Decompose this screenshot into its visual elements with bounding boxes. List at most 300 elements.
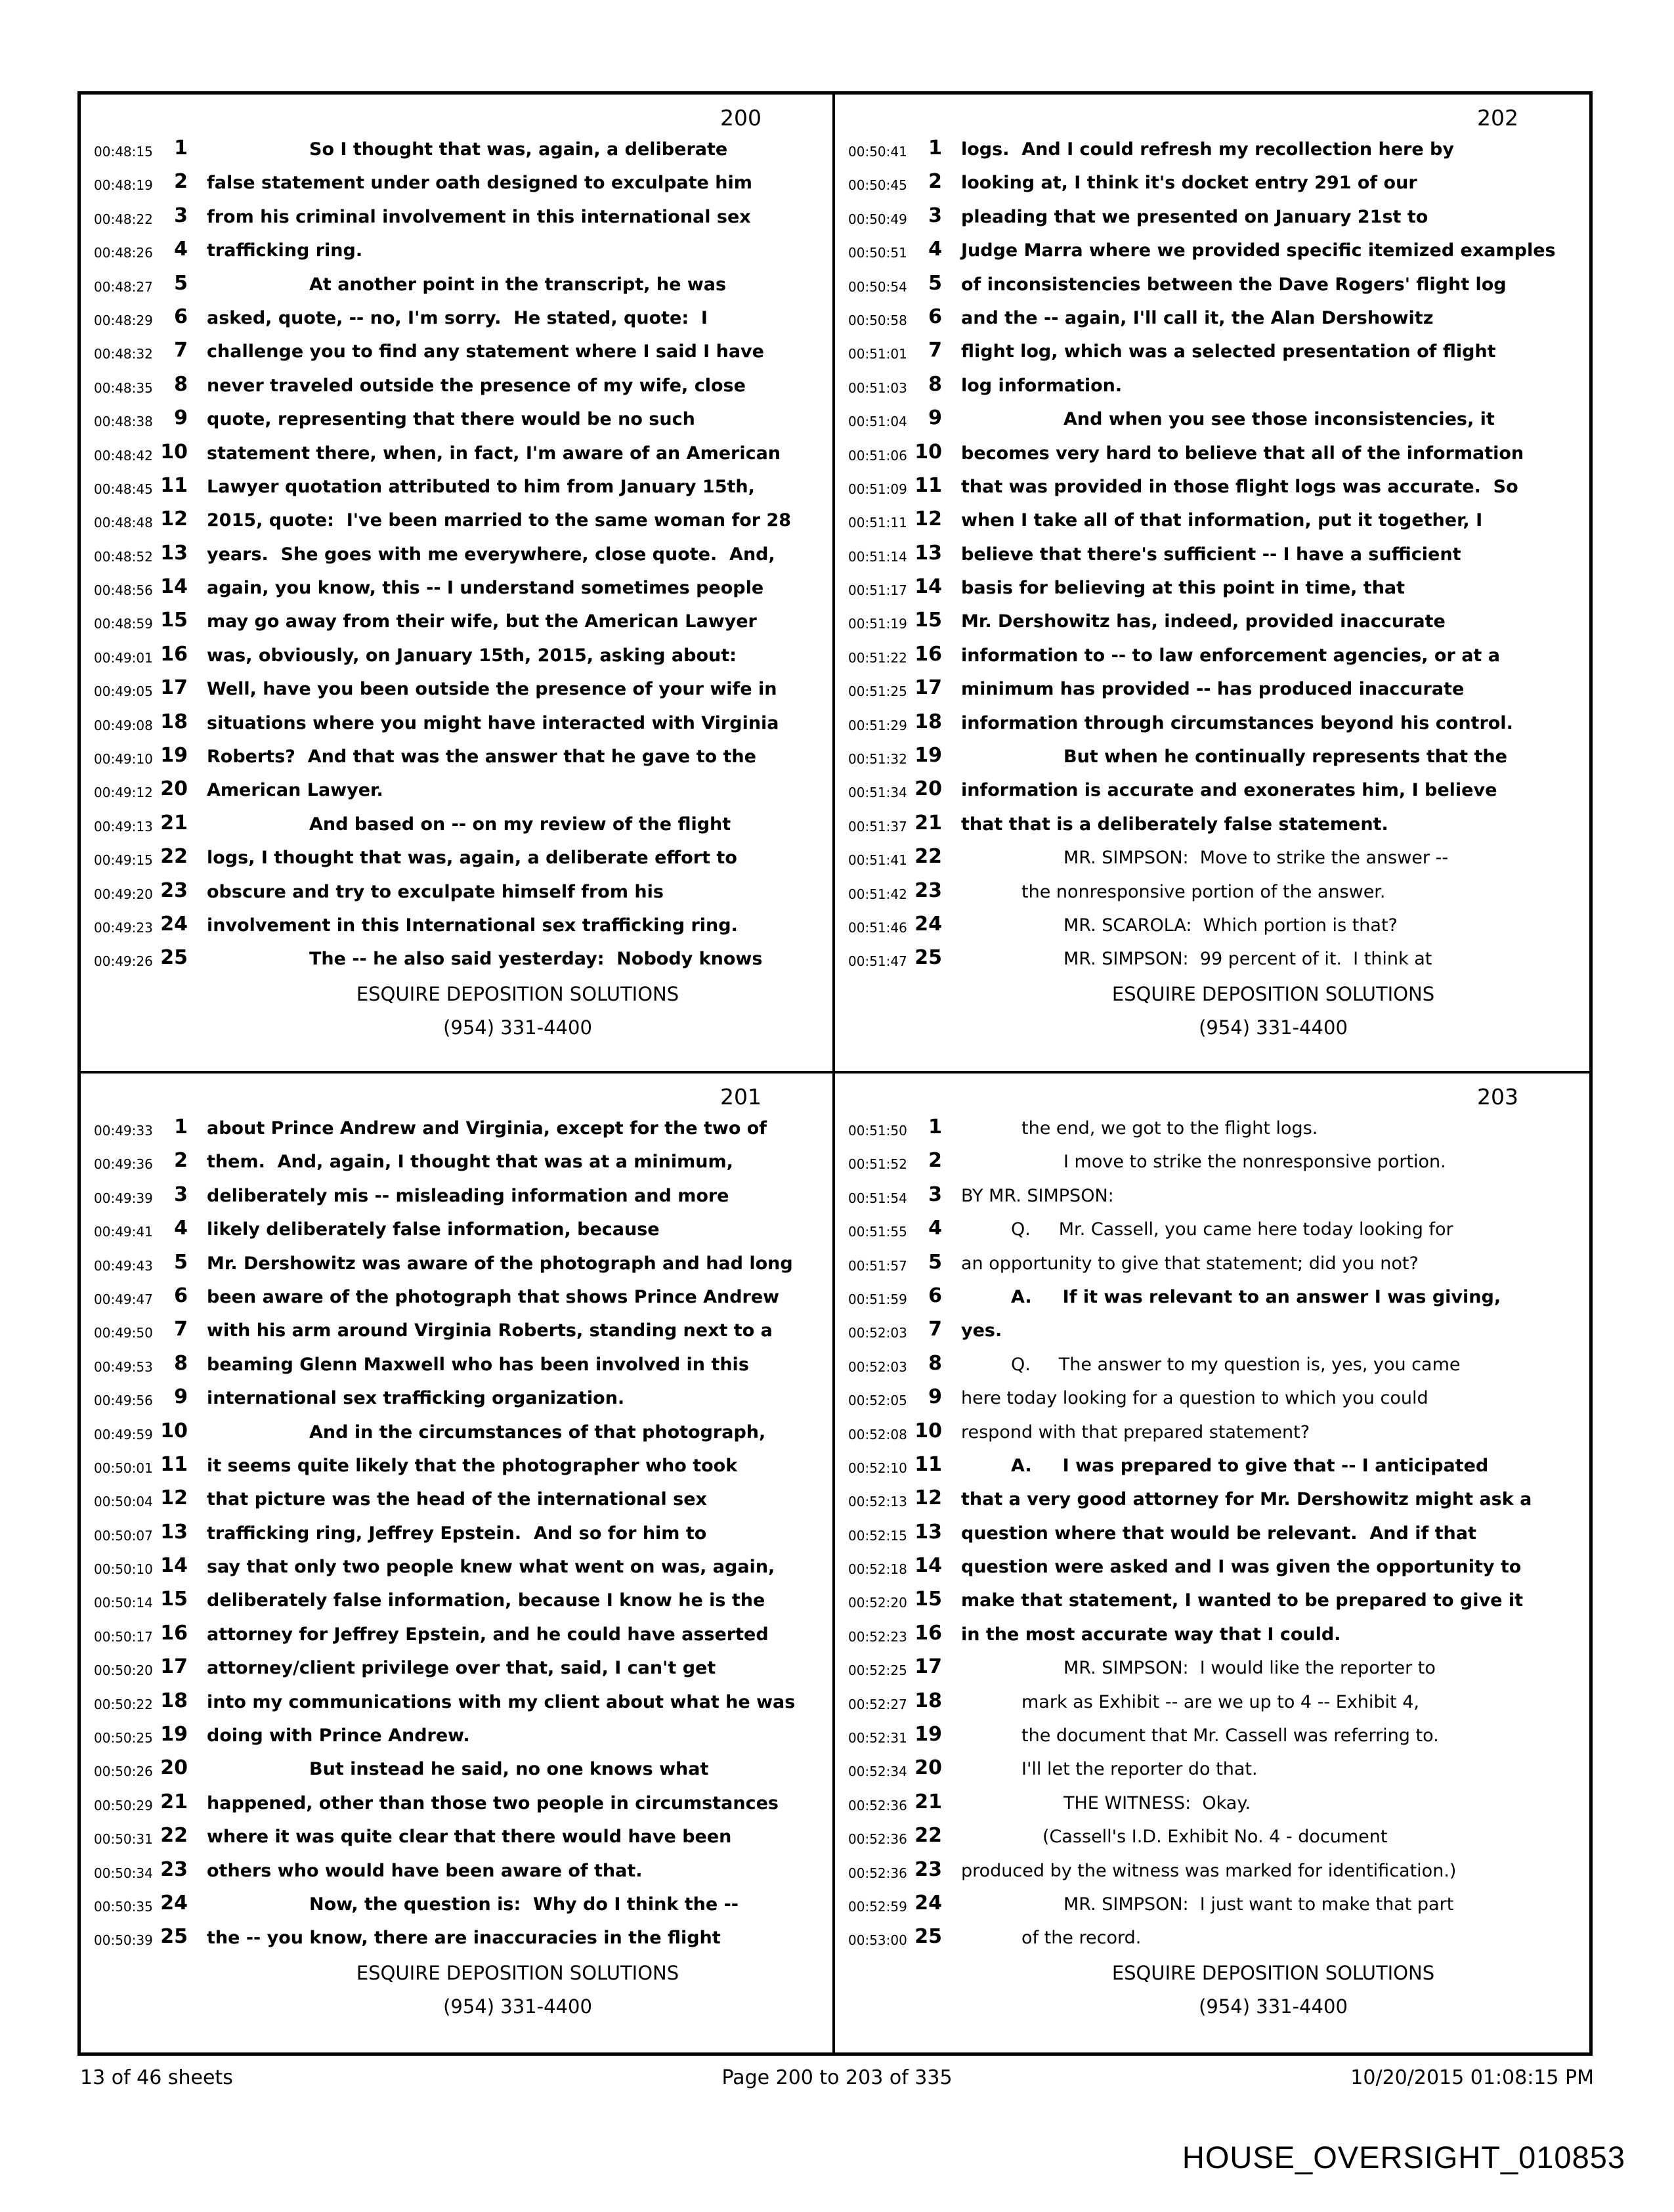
transcript-line bbox=[81, 841, 832, 875]
line-timestamp: 00:50:10 bbox=[94, 1561, 153, 1578]
transcript-line bbox=[81, 1752, 832, 1786]
line-number: 24 bbox=[914, 1891, 942, 1915]
line-timestamp: 00:49:39 bbox=[94, 1190, 153, 1206]
line-number: 20 bbox=[160, 1756, 188, 1780]
line-timestamp: 00:50:35 bbox=[94, 1898, 153, 1915]
line-number: 9 bbox=[928, 1385, 942, 1409]
line-timestamp: 00:49:47 bbox=[94, 1291, 153, 1307]
line-text: 2015, quote: I've been married to the same woman for 28 bbox=[207, 510, 792, 531]
transcript-line bbox=[835, 1651, 1589, 1685]
line-timestamp: 00:48:56 bbox=[94, 582, 153, 599]
line-number: 18 bbox=[160, 710, 188, 733]
line-text: that a very good attorney for Mr. Dershowitz might ask a bbox=[961, 1489, 1532, 1510]
line-timestamp: 00:50:26 bbox=[94, 1764, 153, 1780]
line-text: respond with that prepared statement? bbox=[961, 1421, 1310, 1442]
transcript-line bbox=[835, 538, 1589, 571]
line-number: 24 bbox=[914, 912, 942, 936]
transcript-line bbox=[81, 234, 832, 267]
line-text: an opportunity to give that statement; did you not? bbox=[961, 1253, 1419, 1274]
line-text: of the record. bbox=[1021, 1928, 1142, 1949]
line-timestamp: 00:51:50 bbox=[848, 1123, 907, 1139]
line-number: 7 bbox=[928, 1318, 942, 1341]
line-number: 3 bbox=[928, 1182, 942, 1206]
transcript-line bbox=[81, 909, 832, 942]
transcript-line bbox=[81, 268, 832, 301]
line-text: in the most accurate way that I could. bbox=[961, 1624, 1341, 1645]
line-number: 24 bbox=[160, 1891, 188, 1915]
line-timestamp: 00:51:29 bbox=[848, 717, 907, 733]
transcript-quadrant-page-201 bbox=[81, 1073, 835, 2052]
transcript-line bbox=[81, 402, 832, 436]
line-timestamp: 00:51:09 bbox=[848, 481, 907, 497]
line-text: trafficking ring, Jeffrey Epstein. And so for him to bbox=[207, 1523, 707, 1544]
line-number: 22 bbox=[160, 1824, 188, 1848]
transcript-line bbox=[835, 1213, 1589, 1246]
line-number: 22 bbox=[914, 845, 942, 869]
line-number: 5 bbox=[928, 1250, 942, 1274]
line-number: 1 bbox=[174, 137, 188, 160]
transcript-lines bbox=[81, 133, 832, 976]
transcript-line bbox=[81, 1854, 832, 1888]
transcript-line bbox=[81, 773, 832, 807]
page-number: 200 bbox=[720, 105, 762, 131]
transcript-line bbox=[81, 133, 832, 166]
reporter-phone: (954) 331-4400 bbox=[1199, 1995, 1348, 2018]
transcript-four-up-grid bbox=[77, 91, 1593, 2056]
line-number: 17 bbox=[914, 676, 942, 700]
line-number: 13 bbox=[914, 1520, 942, 1544]
line-number: 5 bbox=[928, 271, 942, 295]
line-text: looking at, I think it's docket entry 291 of our bbox=[961, 173, 1417, 194]
line-number: 18 bbox=[914, 1689, 942, 1712]
line-timestamp: 00:51:42 bbox=[848, 886, 907, 902]
transcript-line bbox=[835, 605, 1589, 638]
line-number: 19 bbox=[160, 1723, 188, 1746]
transcript-line bbox=[81, 166, 832, 200]
line-number: 20 bbox=[914, 777, 942, 801]
transcript-line bbox=[81, 369, 832, 402]
line-timestamp: 00:49:20 bbox=[94, 886, 153, 902]
line-number: 25 bbox=[914, 1925, 942, 1949]
line-number: 4 bbox=[174, 238, 188, 261]
line-timestamp: 00:50:14 bbox=[94, 1595, 153, 1611]
reporter-footer bbox=[835, 983, 1589, 1039]
line-text: American Lawyer. bbox=[207, 780, 383, 801]
line-number: 6 bbox=[928, 305, 942, 328]
line-text: the nonresponsive portion of the answer. bbox=[1021, 881, 1386, 902]
line-number: 15 bbox=[914, 609, 942, 632]
transcript-line bbox=[81, 639, 832, 672]
line-number: 9 bbox=[928, 406, 942, 430]
line-text: question where that would be relevant. And if that bbox=[961, 1523, 1476, 1544]
line-timestamp: 00:52:23 bbox=[848, 1628, 907, 1645]
line-timestamp: 00:49:43 bbox=[94, 1257, 153, 1274]
line-number: 3 bbox=[174, 1182, 188, 1206]
line-timestamp: 00:48:29 bbox=[94, 312, 153, 328]
line-text: question were asked and I was given the opportunity to bbox=[961, 1557, 1522, 1578]
line-number: 8 bbox=[174, 372, 188, 396]
line-number: 15 bbox=[160, 609, 188, 632]
line-number: 18 bbox=[914, 710, 942, 733]
line-timestamp: 00:48:27 bbox=[94, 278, 153, 295]
line-timestamp: 00:48:45 bbox=[94, 481, 153, 497]
line-text: Well, have you been outside the presence of your wife in bbox=[207, 679, 777, 700]
line-timestamp: 00:51:57 bbox=[848, 1257, 907, 1274]
line-timestamp: 00:51:55 bbox=[848, 1224, 907, 1240]
transcript-line bbox=[835, 133, 1589, 166]
line-number: 16 bbox=[914, 1621, 942, 1645]
line-text: and the -- again, I'll call it, the Alan Dershowitz bbox=[961, 307, 1434, 328]
transcript-line bbox=[81, 1719, 832, 1752]
line-number: 10 bbox=[160, 440, 188, 464]
transcript-line bbox=[835, 1550, 1589, 1584]
line-timestamp: 00:48:15 bbox=[94, 144, 153, 160]
reporter-phone: (954) 331-4400 bbox=[443, 1016, 592, 1039]
line-timestamp: 00:50:29 bbox=[94, 1797, 153, 1813]
line-number: 8 bbox=[174, 1351, 188, 1375]
page-number: 203 bbox=[1477, 1084, 1518, 1110]
line-number: 1 bbox=[174, 1116, 188, 1139]
line-timestamp: 00:51:41 bbox=[848, 852, 907, 869]
transcript-lines bbox=[81, 1112, 832, 1955]
line-text: situations where you might have interacted with Virginia bbox=[207, 712, 779, 733]
line-timestamp: 00:51:04 bbox=[848, 414, 907, 430]
line-text: THE WITNESS: Okay. bbox=[1063, 1792, 1251, 1813]
line-number: 20 bbox=[160, 777, 188, 801]
line-timestamp: 00:49:41 bbox=[94, 1224, 153, 1240]
transcript-line bbox=[835, 1820, 1589, 1854]
line-timestamp: 00:51:54 bbox=[848, 1190, 907, 1206]
line-timestamp: 00:48:48 bbox=[94, 515, 153, 531]
line-timestamp: 00:48:32 bbox=[94, 346, 153, 362]
line-number: 10 bbox=[914, 1419, 942, 1442]
line-text: yes. bbox=[961, 1320, 1002, 1341]
reporter-phone: (954) 331-4400 bbox=[1199, 1016, 1348, 1039]
transcript-line bbox=[81, 1247, 832, 1280]
line-text: A. If it was relevant to an answer I was giving, bbox=[1011, 1286, 1501, 1307]
line-text: challenge you to find any statement where I said I have bbox=[207, 341, 764, 362]
line-number: 12 bbox=[914, 1486, 942, 1510]
line-timestamp: 00:52:36 bbox=[848, 1865, 907, 1881]
line-number: 14 bbox=[160, 1554, 188, 1578]
transcript-line bbox=[81, 706, 832, 740]
line-number: 8 bbox=[928, 372, 942, 396]
line-number: 18 bbox=[160, 1689, 188, 1712]
line-timestamp: 00:52:13 bbox=[848, 1494, 907, 1510]
line-text: where it was quite clear that there would have been bbox=[207, 1827, 732, 1848]
line-text: trafficking ring. bbox=[207, 240, 363, 261]
transcript-line bbox=[835, 200, 1589, 234]
transcript-line bbox=[81, 1651, 832, 1685]
line-number: 1 bbox=[928, 1116, 942, 1139]
line-text: international sex trafficking organization. bbox=[207, 1388, 625, 1409]
transcript-line bbox=[835, 773, 1589, 807]
line-timestamp: 00:49:26 bbox=[94, 953, 153, 970]
line-number: 6 bbox=[174, 1284, 188, 1307]
line-timestamp: 00:49:50 bbox=[94, 1325, 153, 1341]
line-number: 19 bbox=[914, 744, 942, 768]
line-text: when I take all of that information, put it together, I bbox=[961, 510, 1483, 531]
transcript-line bbox=[835, 1179, 1589, 1213]
transcript-line bbox=[81, 1517, 832, 1550]
line-number: 23 bbox=[160, 1857, 188, 1881]
line-timestamp: 00:52:25 bbox=[848, 1662, 907, 1679]
line-timestamp: 00:49:33 bbox=[94, 1123, 153, 1139]
line-timestamp: 00:51:46 bbox=[848, 919, 907, 936]
line-number: 6 bbox=[928, 1284, 942, 1307]
transcript-line bbox=[835, 1618, 1589, 1651]
line-number: 11 bbox=[160, 1452, 188, 1476]
transcript-line bbox=[835, 1888, 1589, 1921]
line-timestamp: 00:50:20 bbox=[94, 1662, 153, 1679]
line-text: years. She goes with me everywhere, close quote. And, bbox=[207, 544, 775, 565]
line-number: 12 bbox=[914, 508, 942, 531]
line-text: Judge Marra where we provided specific itemized examples bbox=[961, 240, 1556, 261]
line-text: of inconsistencies between the Dave Rogers' flight log bbox=[961, 274, 1507, 295]
transcript-line bbox=[81, 1787, 832, 1820]
line-text: mark as Exhibit -- are we up to 4 -- Exhibit 4, bbox=[1021, 1691, 1419, 1712]
timestamp-label: 10/20/2015 01:08:15 PM bbox=[1350, 2066, 1594, 2089]
line-timestamp: 00:49:01 bbox=[94, 649, 153, 666]
reporter-footer bbox=[835, 1962, 1589, 2018]
line-timestamp: 00:51:32 bbox=[848, 751, 907, 768]
transcript-line bbox=[81, 1550, 832, 1584]
line-timestamp: 00:51:06 bbox=[848, 447, 907, 464]
transcript-line bbox=[81, 1888, 832, 1921]
transcript-line bbox=[81, 437, 832, 470]
transcript-line bbox=[81, 740, 832, 773]
line-number: 23 bbox=[914, 1857, 942, 1881]
transcript-line bbox=[81, 538, 832, 571]
line-timestamp: 00:52:36 bbox=[848, 1831, 907, 1848]
line-text: A. I was prepared to give that -- I anticipated bbox=[1011, 1455, 1489, 1476]
line-timestamp: 00:48:35 bbox=[94, 380, 153, 396]
transcript-line bbox=[835, 402, 1589, 436]
line-timestamp: 00:49:59 bbox=[94, 1426, 153, 1442]
line-text: was, obviously, on January 15th, 2015, asking about: bbox=[207, 645, 737, 666]
line-text: quote, representing that there would be no such bbox=[207, 409, 695, 430]
line-number: 13 bbox=[914, 541, 942, 565]
line-text: beaming Glenn Maxwell who has been involved in this bbox=[207, 1354, 749, 1375]
line-number: 13 bbox=[160, 541, 188, 565]
line-number: 3 bbox=[174, 204, 188, 227]
line-number: 20 bbox=[914, 1756, 942, 1780]
line-timestamp: 00:50:49 bbox=[848, 211, 907, 227]
line-text: Roberts? And that was the answer that he gave to the bbox=[207, 747, 756, 768]
line-timestamp: 00:52:31 bbox=[848, 1730, 907, 1746]
line-timestamp: 00:50:45 bbox=[848, 177, 907, 194]
line-text: MR. SCAROLA: Which portion is that? bbox=[1063, 915, 1398, 936]
transcript-line bbox=[81, 470, 832, 504]
line-timestamp: 00:52:15 bbox=[848, 1527, 907, 1544]
line-text: logs, I thought that was, again, a deliberate effort to bbox=[207, 848, 737, 869]
line-timestamp: 00:52:05 bbox=[848, 1393, 907, 1409]
transcript-line bbox=[81, 1618, 832, 1651]
line-text: the end, we got to the flight logs. bbox=[1021, 1118, 1318, 1139]
line-timestamp: 00:49:13 bbox=[94, 818, 153, 835]
line-text: from his criminal involvement in this international sex bbox=[207, 206, 751, 227]
transcript-lines bbox=[835, 133, 1589, 976]
line-timestamp: 00:51:47 bbox=[848, 953, 907, 970]
transcript-line bbox=[81, 1280, 832, 1314]
line-timestamp: 00:52:34 bbox=[848, 1764, 907, 1780]
line-number: 14 bbox=[914, 1554, 942, 1578]
line-text: Q. The answer to my question is, yes, you came bbox=[1011, 1354, 1461, 1375]
line-number: 3 bbox=[928, 204, 942, 227]
line-text: log information. bbox=[961, 375, 1123, 396]
line-text: I move to strike the nonresponsive portion. bbox=[1063, 1152, 1446, 1173]
transcript-line bbox=[835, 1854, 1589, 1888]
line-number: 10 bbox=[160, 1419, 188, 1442]
line-number: 7 bbox=[174, 1318, 188, 1341]
line-timestamp: 00:51:17 bbox=[848, 582, 907, 599]
line-number: 5 bbox=[174, 1250, 188, 1274]
line-timestamp: 00:50:17 bbox=[94, 1628, 153, 1645]
transcript-line bbox=[835, 1145, 1589, 1179]
line-number: 22 bbox=[914, 1824, 942, 1848]
line-text: the -- you know, there are inaccuracies in the flight bbox=[207, 1928, 721, 1949]
line-timestamp: 00:51:22 bbox=[848, 649, 907, 666]
transcript-line bbox=[81, 571, 832, 605]
line-number: 19 bbox=[914, 1723, 942, 1746]
line-text: obscure and try to exculpate himself from his bbox=[207, 881, 664, 902]
line-timestamp: 00:50:34 bbox=[94, 1865, 153, 1881]
line-timestamp: 00:49:05 bbox=[94, 683, 153, 700]
line-timestamp: 00:48:26 bbox=[94, 245, 153, 261]
transcript-line bbox=[81, 875, 832, 909]
transcript-line bbox=[835, 1449, 1589, 1483]
line-text: becomes very hard to believe that all of the information bbox=[961, 443, 1524, 464]
line-number: 17 bbox=[160, 1655, 188, 1679]
transcript-line bbox=[835, 740, 1589, 773]
transcript-line bbox=[81, 1483, 832, 1516]
line-text: here today looking for a question to which you could bbox=[961, 1388, 1428, 1409]
line-number: 11 bbox=[914, 1452, 942, 1476]
line-number: 14 bbox=[160, 575, 188, 599]
line-timestamp: 00:48:59 bbox=[94, 616, 153, 632]
line-number: 21 bbox=[160, 811, 188, 835]
line-timestamp: 00:51:37 bbox=[848, 818, 907, 835]
line-timestamp: 00:49:08 bbox=[94, 717, 153, 733]
line-number: 17 bbox=[914, 1655, 942, 1679]
transcript-line bbox=[835, 841, 1589, 875]
line-text: Mr. Dershowitz has, indeed, provided inaccurate bbox=[961, 611, 1446, 632]
line-text: But instead he said, no one knows what bbox=[309, 1759, 709, 1780]
transcript-line bbox=[835, 1719, 1589, 1752]
transcript-line bbox=[835, 301, 1589, 335]
line-text: happened, other than those two people in circumstances bbox=[207, 1792, 779, 1813]
transcript-line bbox=[835, 1752, 1589, 1786]
transcript-line bbox=[835, 1280, 1589, 1314]
line-text: deliberately false information, because I know he is the bbox=[207, 1590, 765, 1611]
line-text: them. And, again, I thought that was at a minimum, bbox=[207, 1152, 733, 1173]
line-text: again, you know, this -- I understand sometimes people bbox=[207, 578, 764, 599]
line-number: 15 bbox=[914, 1588, 942, 1611]
transcript-line bbox=[81, 504, 832, 537]
line-text: others who would have been aware of that. bbox=[207, 1860, 643, 1881]
transcript-line bbox=[81, 1416, 832, 1449]
line-timestamp: 00:51:14 bbox=[848, 548, 907, 565]
line-timestamp: 00:52:18 bbox=[848, 1561, 907, 1578]
line-text: into my communications with my client about what he was bbox=[207, 1691, 796, 1712]
transcript-line bbox=[81, 808, 832, 841]
transcript-line bbox=[835, 808, 1589, 841]
bates-stamp: HOUSE_OVERSIGHT_010853 bbox=[1182, 2140, 1625, 2175]
transcript-line bbox=[81, 1820, 832, 1854]
line-number: 7 bbox=[174, 339, 188, 362]
line-number: 25 bbox=[160, 946, 188, 970]
line-text: may go away from their wife, but the American Lawyer bbox=[207, 611, 757, 632]
transcript-lines bbox=[835, 1112, 1589, 1955]
transcript-quadrant-page-202 bbox=[835, 95, 1589, 1073]
line-timestamp: 00:51:34 bbox=[848, 785, 907, 801]
line-number: 12 bbox=[160, 508, 188, 531]
transcript-line bbox=[81, 942, 832, 976]
page-number: 201 bbox=[720, 1084, 762, 1110]
transcript-line bbox=[81, 1685, 832, 1719]
line-timestamp: 00:50:31 bbox=[94, 1831, 153, 1848]
line-timestamp: 00:50:25 bbox=[94, 1730, 153, 1746]
transcript-line bbox=[81, 1112, 832, 1145]
reporter-name: ESQUIRE DEPOSITION SOLUTIONS bbox=[1111, 982, 1435, 1005]
transcript-line bbox=[835, 1483, 1589, 1516]
line-text: pleading that we presented on January 21st to bbox=[961, 206, 1428, 227]
line-text: asked, quote, -- no, I'm sorry. He stated, quote: I bbox=[207, 307, 708, 328]
line-text: it seems quite likely that the photographer who took bbox=[207, 1455, 738, 1476]
transcript-line bbox=[835, 571, 1589, 605]
transcript-line bbox=[81, 1584, 832, 1617]
reporter-name: ESQUIRE DEPOSITION SOLUTIONS bbox=[356, 982, 679, 1005]
reporter-name: ESQUIRE DEPOSITION SOLUTIONS bbox=[1111, 1961, 1435, 1984]
line-number: 23 bbox=[914, 878, 942, 902]
transcript-line bbox=[835, 909, 1589, 942]
line-text: BY MR. SIMPSON: bbox=[961, 1185, 1114, 1206]
line-text: MR. SIMPSON: I would like the reporter to bbox=[1063, 1658, 1436, 1679]
line-text: information is accurate and exonerates him, I believe bbox=[961, 780, 1497, 801]
transcript-line bbox=[835, 639, 1589, 672]
line-timestamp: 00:52:59 bbox=[848, 1898, 907, 1915]
transcript-line bbox=[835, 875, 1589, 909]
reporter-footer bbox=[81, 983, 832, 1039]
line-number: 2 bbox=[174, 1149, 188, 1173]
line-text: Lawyer quotation attributed to him from January 15th, bbox=[207, 476, 755, 497]
line-timestamp: 00:51:52 bbox=[848, 1156, 907, 1173]
line-text: Now, the question is: Why do I think the -- bbox=[309, 1894, 739, 1915]
transcript-line bbox=[835, 369, 1589, 402]
line-number: 25 bbox=[914, 946, 942, 970]
line-timestamp: 00:49:10 bbox=[94, 751, 153, 768]
transcript-line bbox=[81, 1213, 832, 1246]
line-timestamp: 00:49:56 bbox=[94, 1393, 153, 1409]
line-number: 16 bbox=[160, 642, 188, 666]
line-number: 25 bbox=[160, 1925, 188, 1949]
transcript-line bbox=[835, 234, 1589, 267]
line-number: 4 bbox=[928, 238, 942, 261]
page-range-label: Page 200 to 203 of 335 bbox=[721, 2066, 953, 2089]
line-text: And in the circumstances of that photograph, bbox=[309, 1421, 766, 1442]
transcript-line bbox=[835, 706, 1589, 740]
transcript-line bbox=[835, 1787, 1589, 1820]
line-timestamp: 00:48:38 bbox=[94, 414, 153, 430]
line-number: 23 bbox=[160, 878, 188, 902]
line-number: 21 bbox=[914, 811, 942, 835]
line-number: 11 bbox=[160, 473, 188, 497]
transcript-line bbox=[81, 200, 832, 234]
line-number: 21 bbox=[160, 1790, 188, 1813]
line-timestamp: 00:48:22 bbox=[94, 211, 153, 227]
line-number: 2 bbox=[928, 1149, 942, 1173]
line-text: likely deliberately false information, because bbox=[207, 1219, 660, 1240]
